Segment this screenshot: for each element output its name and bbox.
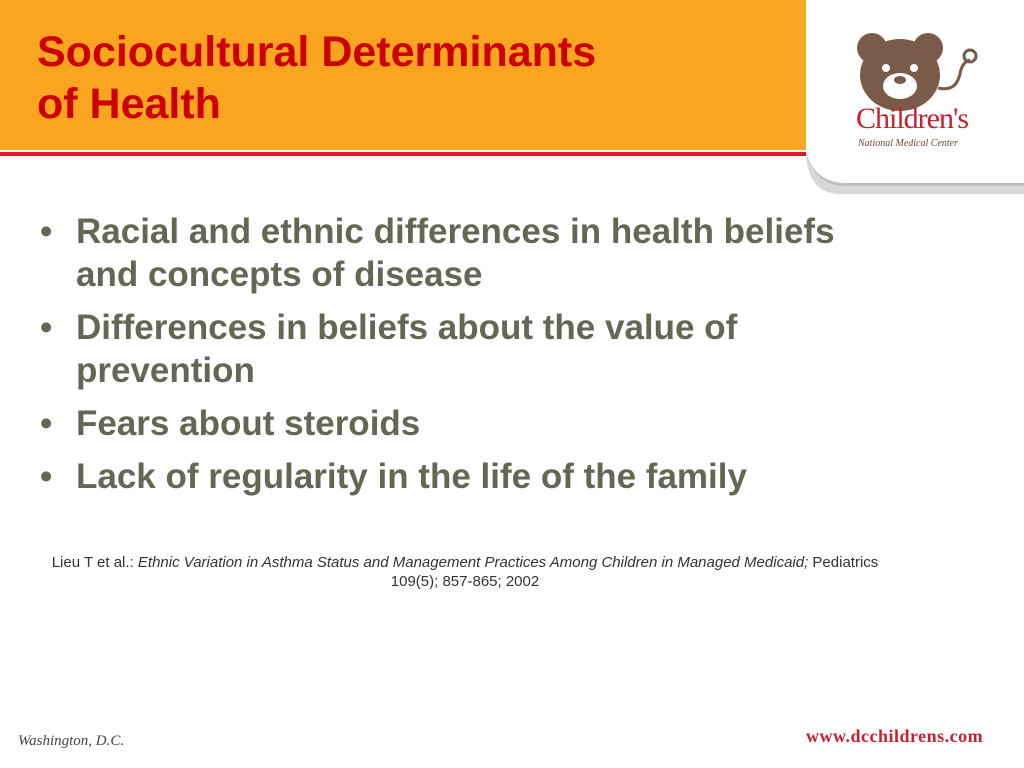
bullet-item <box>40 210 860 296</box>
header-rule <box>0 152 806 156</box>
logo-wordmark: Children's <box>856 102 969 135</box>
bullet-text: Fears about steroids <box>76 404 421 443</box>
bullet-marker: • <box>40 457 53 496</box>
citation-source: Pediatrics 109(5); 857-865; 2002 <box>390 554 879 590</box>
bullet-list <box>40 210 860 508</box>
logo-panel-shadow <box>806 150 1024 194</box>
bullet-text: Racial and ethnic differences in health beliefs and concepts of disease <box>76 212 835 294</box>
bullet-marker: • <box>40 212 53 251</box>
logo-subtitle: National Medical Center <box>858 138 958 149</box>
bullet-marker: • <box>40 308 53 347</box>
slide-title <box>37 26 777 130</box>
citation-title: Ethnic Variation in Asthma Status and Management Practices Among Children in Managed Medicaid; <box>137 554 809 571</box>
bullet-text: Differences in beliefs about the value of prevention <box>76 308 738 390</box>
citation <box>40 553 890 591</box>
bullet-marker: • <box>40 404 53 443</box>
footer-website[interactable]: www.dcchildrens.com <box>806 726 984 746</box>
title-line-2: of Health <box>37 80 221 128</box>
citation-authors: Lieu T et al.: <box>51 554 134 571</box>
bullet-item <box>40 402 860 445</box>
bullet-item <box>40 306 860 392</box>
bullet-item <box>40 455 860 498</box>
bullet-text: Lack of regularity in the life of the family <box>76 457 747 496</box>
title-line-1: Sociocultural Determinants <box>37 28 597 76</box>
footer-location: Washington, D.C. <box>18 733 125 749</box>
